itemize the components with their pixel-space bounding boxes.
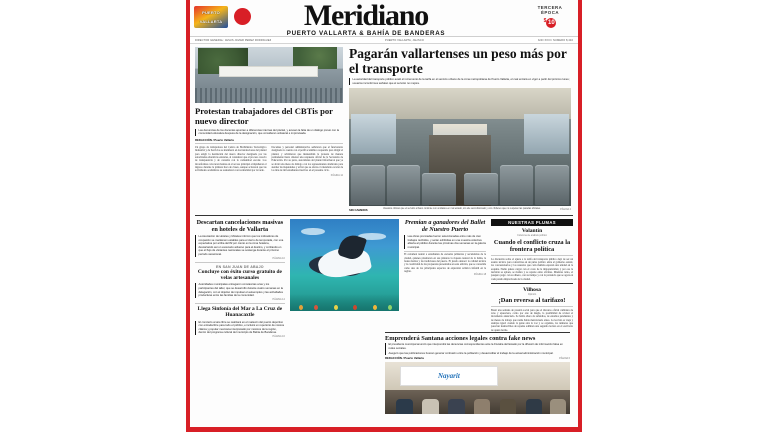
edition-line-2: ÉPOCA xyxy=(540,10,560,16)
candles-page-ref[interactable]: PÁGINA 14 xyxy=(272,297,285,301)
photo-bus-seat xyxy=(351,165,384,205)
photo-fence xyxy=(195,88,343,103)
photo-event-crowd xyxy=(385,390,570,414)
opinion-divider xyxy=(491,283,573,284)
opinion-rule xyxy=(491,306,573,307)
footer-red-strip xyxy=(190,427,578,432)
ballet-rule xyxy=(404,251,486,252)
edition-line-1: TERCERA xyxy=(537,5,563,10)
ballet-body: El certamen reunió a estudiantes de escuelas primarias y secundarias de la ciudad, quienes plasmaron en sus pinturas la riqueza natural de la bahía, la fauna marina y las tradiciones del puerto. El jurado destacó la calidad técnica y la creatividad de las propuestas presentadas en esta edición, que se consolida como uno de los principales espacios de expresión artística infantil en la región. xyxy=(404,253,487,273)
photo-coral xyxy=(353,305,357,310)
logo-line-2: VALLARTA xyxy=(199,19,223,24)
lead-caption-text: Usuarios critican que el servicio urbano continúe con unidades en mal estado, sin aire acondicionado y con choferes que no respetan las paradas oficiales. xyxy=(383,207,541,210)
protest-deck-box xyxy=(195,129,343,136)
photo-bus-seat-row xyxy=(349,154,571,206)
photo-person xyxy=(396,399,413,413)
symphony-headline[interactable]: Llega Sinfonía del Mar a La Cruz de Huanacaxtle xyxy=(197,305,283,319)
photo-bus-seat xyxy=(464,173,497,205)
symphony-story[interactable] xyxy=(195,306,285,338)
publication-logo-icon xyxy=(194,6,228,28)
fakenews-deck-1: El presidente municipal anunció que interpondrá las denuncias correspondientes ante la Fiscalía del Estado por la difusión de información falsa en redes sociales. xyxy=(388,343,563,350)
divider-hotels-candles xyxy=(195,262,285,263)
protest-rule xyxy=(195,143,343,144)
brand-title: Meridiano xyxy=(303,0,429,32)
lead-story[interactable] xyxy=(349,47,571,212)
photo-coral xyxy=(314,305,318,310)
photo-bus-window-right xyxy=(524,114,568,154)
ballet-bullets: Las obras premiadas fueron seleccionadas entre más de cien trabajos recibidos, y serán exhibidas en una muestra colectiva abierta al público durante las próximas dos semanas en la galería municipal. xyxy=(407,235,486,249)
left-margin xyxy=(0,0,186,432)
price-badge xyxy=(528,18,572,28)
middle-column-3[interactable] xyxy=(404,219,486,338)
photo-bus-window-left xyxy=(351,114,395,154)
photo-person xyxy=(448,399,465,413)
symphony-body: El concierto al aire libre se realizará en el malecón del puerto deportivo con entrada libre para todo el público, e incluirá un repertorio de música clásica y popular mexicana interpretado por músicos de la región, dentro del programa cultural del municipio de Bahía de Banderas. xyxy=(198,320,284,335)
opinion-section-title: NUESTRAS PLUMAS xyxy=(491,219,573,227)
right-margin xyxy=(582,0,768,432)
hotels-bullet-box xyxy=(195,235,285,257)
middle-column-1 xyxy=(195,219,285,338)
opinion-author: Volantín xyxy=(521,228,543,235)
hotels-headline[interactable]: Descartan cancelaciones masivas en hoteles de Vallarta xyxy=(196,218,284,233)
opinion-role: Columna de análisis político xyxy=(517,234,547,238)
symphony-body-box xyxy=(195,321,285,335)
edition-info xyxy=(528,5,572,28)
hotels-story[interactable] xyxy=(195,219,285,260)
candles-body: Autoridades municipales entregaron constancias a las y los participantes del taller, que se desarrolló durante cuatro semanas en la delegación, con el objetivo de impulsar el autoempleo y las actividades productivas entre las familias de la comunidad. xyxy=(198,283,283,298)
top-section xyxy=(190,44,578,212)
opinion-rule xyxy=(491,255,573,256)
photo-protest-banner xyxy=(219,66,319,77)
lead-caption-label: SIN CAMBIOS xyxy=(349,207,368,212)
protest-headline[interactable]: Protestan trabajadores del CBTis por nuevo director xyxy=(195,106,333,126)
protest-deck: Las denuncias de los docentes apuntan a diferencias internas del plantel, y acusan la falta de un diálogo previo con la comunidad educativa después de la designación, que consideran unilateral e improvisada. xyxy=(198,128,339,136)
protest-photo xyxy=(195,47,343,103)
middle-section xyxy=(190,216,578,338)
fakenews-story[interactable] xyxy=(385,332,570,414)
photo-coral xyxy=(299,305,303,310)
fakenews-deck-box xyxy=(385,343,570,355)
photo-person xyxy=(526,399,543,413)
candles-kicker: EN SAN JUAN DE ABAJO xyxy=(215,264,264,269)
fakenews-rule-top xyxy=(385,332,570,333)
hotels-bullets: La Asociación de Hoteles y Moteles informó que los indicadores de ocupación se mantienen estables para el cierre de temporada, con una expectativa por arriba del 82 por ciento en la zona hotelera, descartando así un escenario adverso para el destino, y confiando en que el flujo de visitantes nacionales se sostenga durante el próximo periodo vacacional. xyxy=(198,235,284,257)
fakenews-page-ref[interactable]: PÁGINA 6 xyxy=(559,356,570,360)
fakenews-byline: REDACCIÓN / Puerto Vallarta xyxy=(385,356,424,361)
opinion-item[interactable] xyxy=(491,287,573,332)
symphony-page-ref[interactable]: PÁGINA 16 xyxy=(272,335,285,339)
opinion-headline[interactable]: ¡Dan reversa al tarifazo! xyxy=(498,297,566,305)
price-value: 10 xyxy=(548,19,555,26)
opinion-headline[interactable]: Cuando el conflicto cruza la frontera política xyxy=(493,238,571,254)
fakenews-headline[interactable]: Emprenderá Santana acciones legales contra fake news xyxy=(385,334,536,342)
ballet-bullet-box xyxy=(404,235,486,249)
opinion-item[interactable] xyxy=(491,228,573,280)
photo-coral xyxy=(388,305,392,310)
photo-reef xyxy=(290,294,399,311)
protest-body-columns xyxy=(195,146,343,173)
brand-wrap xyxy=(234,1,484,37)
ballet-page-ref[interactable]: PÁGINA 18 xyxy=(473,273,487,277)
photo-bus-seat xyxy=(500,165,533,205)
photo-bus-seat xyxy=(535,165,568,205)
photo-event-banner xyxy=(400,366,498,386)
candles-story[interactable] xyxy=(195,265,285,301)
lead-deck: La autoridad del transporte público avaló el incremento de la tarifa en el servicio urbano de la zona metropolitana de Puerto Vallarta, el cual entrará en vigor a partir del próximo lunes; usuarios inconformes señalan que el servicio no mejora. xyxy=(352,78,570,85)
lead-headline[interactable]: Pagarán vallartenses un peso más por el transporte xyxy=(349,46,567,76)
opinion-body: La discusión sobre el ajuste a la tarifa del transporte público dejó de ser un asunto técnico para convertirse en un pulso político entre el gobierno estatal, los concesionarios y los usuarios que cada mañana esperan una unidad en la esquina. Nadie quiere cargar con el costo de la impopularidad, y por eso la decisión se aplaza, se matiza y se reparte entre oficinas. Mientras tanto, el pasajero paga: con su dinero, con su tiempo y con la paciencia que se agota en cada parada improvisada de la ciudad. xyxy=(491,257,574,281)
opinion-role: Opinión xyxy=(527,292,537,296)
protest-body-col-2: Docentes y personal administrativo señalaron que el funcionario designado no cuenta con el perfil académico requerido para dirigir el plantel, y advirtieron que mantendrán la protesta de manera permanente hasta obtener una respuesta oficial de la Secretaría de Educación. Por su parte, autoridades del plantel informaron que ya se abrió una mesa de diálogo con los representantes sindicales para atender las inquietudes y evitar que se afecte el calendario escolar de los más de mil estudiantes inscritos en el presente ciclo. xyxy=(271,146,343,173)
protest-page-ref[interactable]: PÁGINA 12 xyxy=(330,173,343,177)
price-symbol: $ xyxy=(543,17,547,24)
ballet-headline[interactable]: Premian a ganadores del Ballet de Nuestro Puerto xyxy=(404,218,486,233)
opinion-rail xyxy=(491,219,573,338)
date-strip-right: AÑO XXIII / NÚMERO 8,432 xyxy=(537,38,573,42)
fakenews-deck-2: Aseguró que las publicaciones buscan generar confusión entre la población y desacreditar el trabajo de la actual administración municipal. xyxy=(388,351,554,355)
date-strip-center: PUERTO VALLARTA, JALISCO xyxy=(385,38,424,42)
event-stage-photo xyxy=(385,362,570,414)
photo-coral xyxy=(334,305,338,310)
candles-headline[interactable]: Concluye con éxito curso gratuito de velas artesanales xyxy=(197,268,282,282)
fakenews-byline-row xyxy=(385,356,570,360)
protest-story[interactable] xyxy=(195,47,343,212)
photo-coral xyxy=(373,305,377,310)
photo-cloud xyxy=(301,228,325,235)
photo-bus-seat xyxy=(422,173,455,205)
brand-dot-icon xyxy=(234,8,251,25)
photo-person xyxy=(550,399,567,413)
hotels-page-ref[interactable]: PÁGINA 10 xyxy=(272,256,285,260)
bus-interior-photo xyxy=(349,88,571,206)
protest-body-col-1: Un grupo de trabajadores del Centro de Bachillerato Tecnológico Industrial y de Servicios se manifestó en las instalaciones del plantel para exigir la destitución del nuevo director designado por las autoridades educativas estatales, al considerar que el proceso careció de transparencia y de consulta con la comunidad escolar. Los inconformes colocaron mantas en el acceso principal e impidieron el ingreso durante la primera hora de clases, aunque aclararon que las actividades académicas se reanudaron con normalidad por la tarde. xyxy=(195,146,267,173)
photo-event-banner-text: Nayarit xyxy=(438,371,460,380)
lead-page-ref[interactable]: PÁGINA 4 xyxy=(560,207,571,211)
whale-painting-photo xyxy=(290,219,399,311)
photo-person xyxy=(500,399,517,413)
photo-bus-seat xyxy=(387,165,420,205)
date-strip xyxy=(190,37,578,44)
photo-person xyxy=(474,399,491,413)
lead-deck-box xyxy=(349,78,571,85)
date-strip-left: DIRECTOR GENERAL: JESÚS JAVIER PÉREZ RODRÍGUEZ xyxy=(195,38,272,42)
front-page-sheet xyxy=(190,0,578,432)
brand-subtitle: PUERTO VALLARTA & BAHÍA DE BANDERAS xyxy=(286,30,446,37)
middle-column-2 xyxy=(290,219,399,338)
opinion-body: Bastó una semana de presión social para que el discurso oficial cambiara de tono y apareciera, como por arte de magia, la posibilidad de revisar el incremento anunciado. Se habla ahora de subsidios, de estudios pendientes y de mesas de trabajo que nadie había mencionado antes. La lección es vieja y siempre igual: cuando la gente alza la voz y se organiza, los números que parecían inamovibles de repente admiten una segunda lectura en el escritorio de quien decide. xyxy=(491,308,574,332)
divider-candles-symphony xyxy=(195,303,285,304)
protest-byline: REDACCIÓN / Puerto Vallarta xyxy=(195,137,234,142)
logo-line-1: PUERTO xyxy=(202,10,220,15)
opinion-author: Vilhosa xyxy=(523,286,541,293)
candles-body-box xyxy=(195,283,285,297)
lead-caption-row xyxy=(349,208,571,212)
right-red-rail xyxy=(578,0,582,432)
photo-person xyxy=(422,399,439,413)
masthead xyxy=(190,0,578,37)
